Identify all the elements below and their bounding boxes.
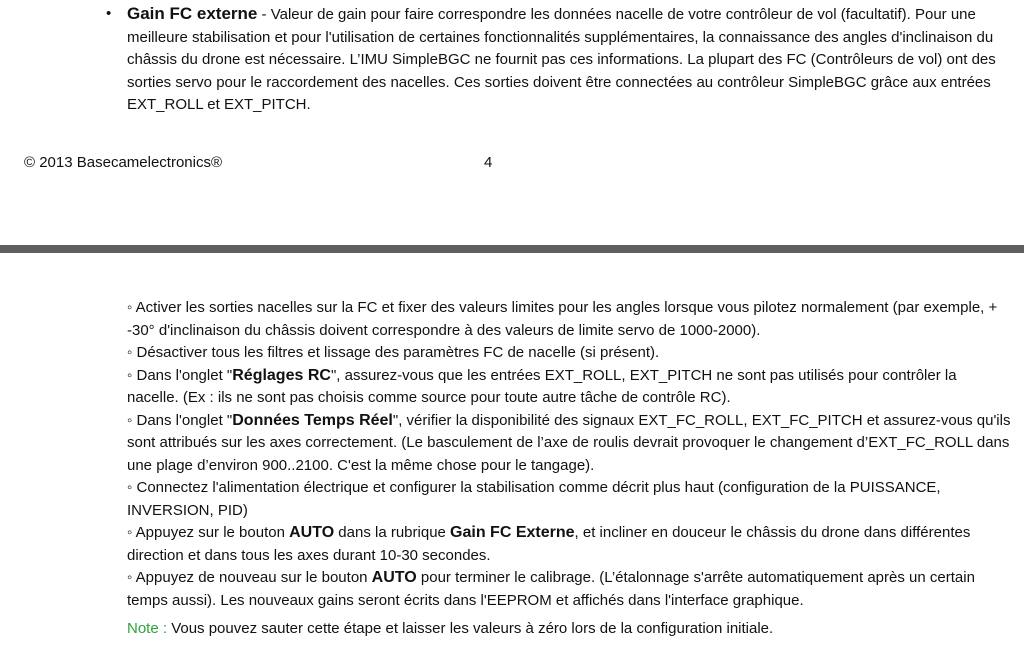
footer-copyright: © 2013 Basecamelectronics® bbox=[24, 154, 223, 171]
step-text: ◦ Dans l'onglet " bbox=[127, 366, 233, 384]
list-item bbox=[127, 522, 1012, 567]
note bbox=[127, 618, 1012, 641]
list-item bbox=[127, 342, 1012, 365]
page-footer bbox=[24, 152, 524, 176]
step-text: ◦ Activer les sorties nacelles sur la FC et fixer des valeurs limites pour les angles lorsque vous pilotez normalement (par exemple, + -30° d'inclinaison du châssis doivent correspondre à des valeurs de limite servo de 1000-2000). bbox=[127, 299, 998, 339]
note-label: Note : bbox=[127, 620, 172, 637]
page-bottom bbox=[127, 297, 1012, 641]
page-top bbox=[0, 0, 1024, 245]
step-bold-term: Réglages RC bbox=[232, 366, 331, 384]
list-item bbox=[127, 567, 1012, 612]
step-text: ◦ Appuyez sur le bouton bbox=[127, 524, 290, 541]
step-text: ", vérifier la disponibilité des signaux EXT_FC_ROLL, EXT_FC_PITCH et assurez-vous qu'ils sont attribués sur les axes correctement. (Le basculement de l’axe de roulis devrait provoquer le changement d’EXT_FC_ROLL dans une plage d’environ 900..2100. C'est la même chose pour le tangage). bbox=[127, 411, 1011, 474]
step-bold-term: AUTO bbox=[371, 569, 417, 586]
bullet-item-gain-fc bbox=[106, 3, 1007, 117]
footer-page-number: 4 bbox=[484, 154, 493, 171]
step-text: dans la rubrique bbox=[334, 524, 451, 541]
step-bold-term: Gain FC Externe bbox=[450, 524, 575, 541]
bullet-marker: • bbox=[106, 5, 112, 22]
step-text: pour terminer le calibrage. (L’étalonnage s'arrête automatiquement après un certain temps aussi). Les nouveaux gains seront écrits dans l'EEPROM et affichés dans l'interface graphique. bbox=[127, 569, 975, 609]
step-text: ◦ Connectez l'alimentation électrique et configurer la stabilisation comme décrit plus haut (configuration de la PUISSANCE, INVERSION, PID) bbox=[127, 479, 941, 519]
step-text: ◦ Désactiver tous les filtres et lissage des paramètres FC de nacelle (si présent). bbox=[127, 344, 660, 361]
note-text: Vous pouvez sauter cette étape et laisser les valeurs à zéro lors de la configuration initiale. bbox=[171, 620, 774, 637]
step-text: ◦ Dans l'onglet " bbox=[127, 411, 233, 429]
steps-list bbox=[127, 297, 1012, 612]
bullet-text: - Valeur de gain pour faire correspondre les données nacelle de votre contrôleur de vol (facultatif). Pour une meilleure stabilisation et pour l'utilisation de certaines fonctionnalités supplémentaires, la connaissance des angles d'inclinaison du châssis du drone est nécessaire. L’IMU SimpleBGC ne fournit pas ces informations. La plupart des FC (Contrôleurs de vol) ont des sorties servo pour le raccordement des nacelles. Ces sorties doivent être connectées au contrôleur SimpleBGC grâce aux entrées EXT_ROLL et EXT_PITCH. bbox=[127, 6, 996, 113]
list-item bbox=[127, 365, 1012, 410]
step-text: ", assurez-vous que les entrées EXT_ROLL, EXT_PITCH ne sont pas utilisés pour contrôler la nacelle. (Ex : ils ne sont pas choisis comme source pour toute autre tâche de contrôle RC). bbox=[127, 366, 957, 406]
step-bold-term: Données Temps Réel bbox=[232, 411, 393, 429]
bullet-term: Gain FC externe bbox=[127, 4, 258, 23]
list-item bbox=[127, 297, 1012, 342]
list-item bbox=[127, 477, 1012, 522]
page-divider bbox=[0, 245, 1024, 253]
step-text: , et incliner en douceur le châssis du drone dans différentes direction et dans tous les axes durant 10-30 secondes. bbox=[127, 524, 971, 564]
list-item bbox=[127, 410, 1012, 478]
step-bold-term: AUTO bbox=[289, 524, 335, 541]
step-text: ◦ Appuyez de nouveau sur le bouton bbox=[127, 569, 372, 586]
